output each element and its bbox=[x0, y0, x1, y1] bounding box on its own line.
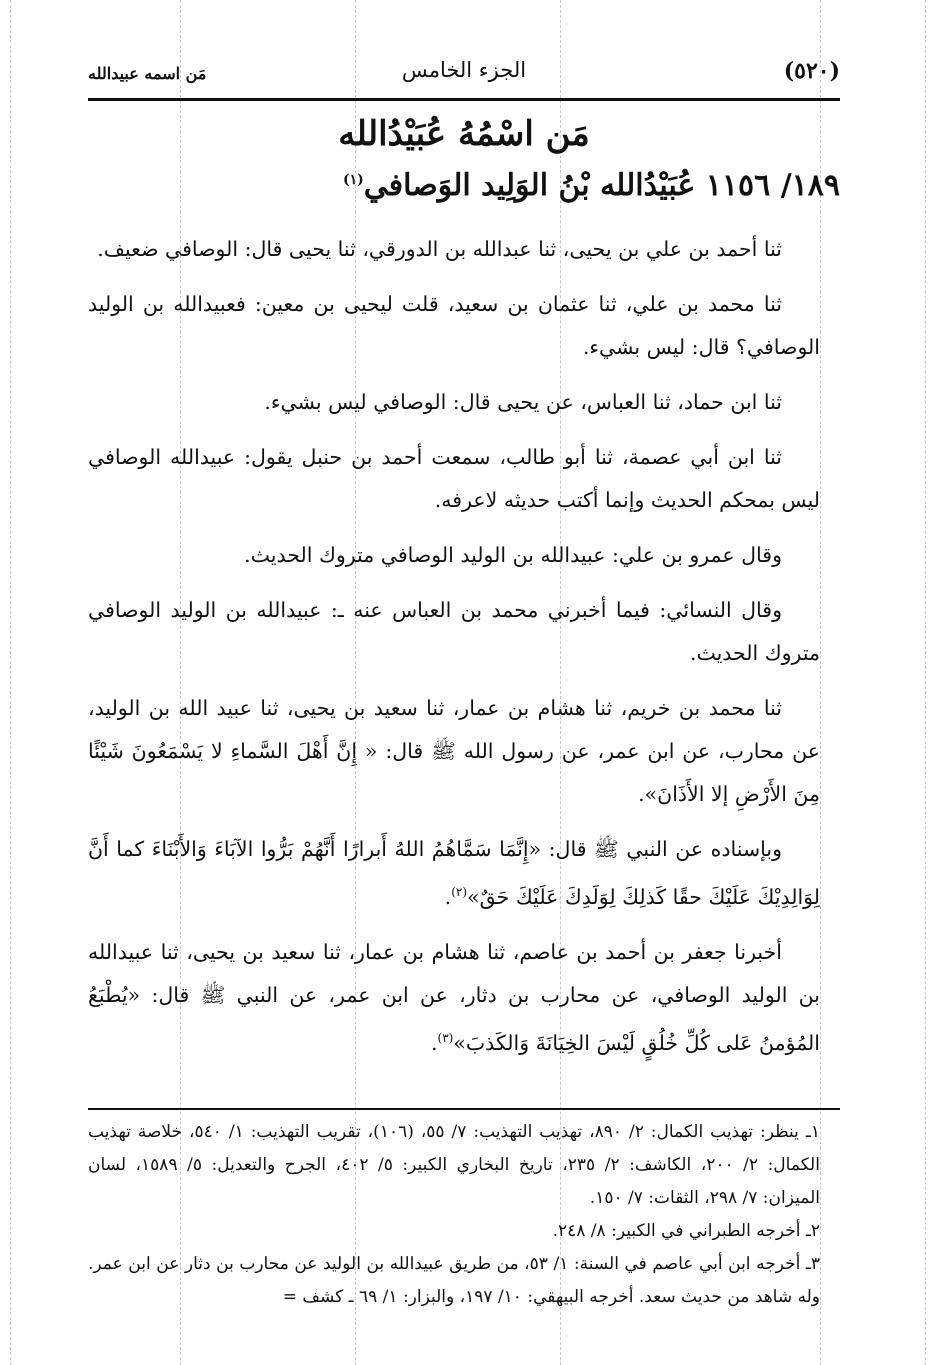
chapter-title: مَن اسْمُهُ عُبَيْدُالله bbox=[338, 114, 590, 154]
footnote: ٢ـ أخرجه الطبراني في الكبير: ٨/ ٢٤٨. bbox=[552, 1221, 820, 1241]
footnote: ٣ـ أخرجه ابن أبي عاصم في السنة: ١/ ٥٣، من طريق عبيدالله بن الوليد عن محارب بن دثار عن ابن عمر. وله شاهد من حديث سعد. أخرجه البيهقي: ١٠/ ١٩٧، والبزار: ١/ ٦٩ ـ كشف = bbox=[88, 1254, 820, 1307]
entry-heading-text: ١٨٩/ ١١٥٦ عُبَيْدُالله بْنُ الوَلِيد الوَصافي bbox=[363, 168, 840, 203]
page-number: (٥٢٠) bbox=[783, 58, 840, 84]
scan-grid-line bbox=[820, 0, 821, 1365]
paragraph: ثنا محمد بن خريم، ثنا هشام بن عمار، ثنا سعيد بن يحيى، ثنا عبيد الله بن الوليد، عن محارب، عن ابن عمر، عن رسول الله ﷺ قال: « إِنَّ أَهْلَ السَّماءِ لا يَسْمَعُونَ شَيْئًا مِنَ الأَرْضِ إلا الأَذَانَ». bbox=[88, 696, 820, 806]
paragraph-text: أخبرنا جعفر بن أحمد بن عاصم، ثنا هشام بن عمار، ثنا سعيد بن يحيى، ثنا عبيدالله بن الوليد الوصافي، عن محارب بن دثار، عن ابن عمر، عن النبي ﷺ قال: «يُطْبَعُ المُؤمنُ عَلى كُلِّ خُلُقٍ لَيْسَ الخِيَانَةَ وَالكَذبَ» bbox=[88, 939, 820, 1055]
paragraph: وقال عمرو بن علي: عبيدالله بن الوليد الوصافي متروك الحديث. bbox=[244, 543, 782, 567]
footnote-rule bbox=[88, 1108, 840, 1110]
body-text bbox=[88, 228, 820, 1077]
paragraph: أخبرنا جعفر بن أحمد بن عاصم، ثنا هشام بن عمار، ثنا سعيد بن يحيى، ثنا عبيدالله بن الوليد الوصافي، عن محارب بن دثار، عن ابن عمر، عن النبي ﷺ قال: «يُطْبَعُ المُؤمنُ عَلى كُلِّ خُلُقٍ لَيْسَ الخِيَانَةَ وَالكَذبَ»$^{(٣)}$. bbox=[88, 939, 820, 1055]
footnotes bbox=[88, 1116, 820, 1314]
volume-part: الجزء الخامس bbox=[401, 58, 527, 82]
footnote-ref: (١) bbox=[342, 172, 364, 188]
paragraph: ثنا محمد بن علي، ثنا عثمان بن سعيد، قلت ليحيى بن معين: فعبيدالله بن الوليد الوصافي؟ قال: ليس بشيء. bbox=[88, 292, 820, 359]
paragraph-text: وبإسناده عن النبي ﷺ قال: «إِنَّمَا سَمَّاهُمُ اللهُ أَبرارًا أَنَّهُمْ بَرُّوا الآبَاءَ وَالأَبْنَاءَ كما أَنَّ لِوَالِدِيْكَ عَلَيْكَ حقًا كَذلِكَ لِوَلَدِكَ عَلَيْكَ حَقٌ» bbox=[88, 837, 820, 909]
footnote-ref: (٢) bbox=[451, 885, 468, 899]
paragraph: وبإسناده عن النبي ﷺ قال: «إِنَّمَا سَمَّاهُمُ اللهُ أَبرارًا أَنَّهُمْ بَرُّوا الآبَاءَ وَالأَبْنَاءَ كما أَنَّ لِوَالِدِيْكَ عَلَيْكَ حقًا كَذلِكَ لِوَلَدِكَ عَلَيْكَ حَقٌ»$^{(٢)}$. bbox=[88, 837, 820, 909]
paragraph: ثنا ابن أبي عصمة، ثنا أبو طالب، سمعت أحمد بن حنبل يقول: عبيدالله الوصافي ليس بمحكم الحديث وإنما أكتب حديثه لاعرفه. bbox=[88, 445, 820, 512]
running-section-title: مَن اسمه عبيدالله bbox=[88, 64, 207, 83]
paragraph: وقال النسائي: فيما أخبرني محمد بن العباس عنه ـ: عبيدالله بن الوليد الوصافي متروك الحديث. bbox=[88, 598, 820, 665]
footnote-ref: (٣) bbox=[437, 1030, 454, 1045]
footnote: ١ـ ينظر: تهذيب الكمال: ٢/ ٨٩٠، تهذيب التهذيب: ٧/ ٥٥، (١٠٦)، تقريب التهذيب: ١/ ٥٤٠، خلاصة تهذيب الكمال: ٢/ ٢٠٠، الكاشف: ٢/ ٢٣٥، تاريخ البخاري الكبير: ٥/ ٤٠٢، الجرح والتعديل: ٥/ ١٥٨٩، لسان الميزان: ٧/ ٢٩٨، الثقات: ٧/ ١٥٠. bbox=[88, 1122, 820, 1208]
running-header bbox=[88, 52, 840, 98]
scan-grid-line bbox=[925, 0, 926, 1365]
header-rule bbox=[88, 98, 840, 101]
paragraph: ثنا ابن حماد، ثنا العباس، عن يحيى قال: الوصافي ليس بشيء. bbox=[264, 390, 782, 414]
paragraph: ثنا أحمد بن علي بن يحيى، ثنا عبدالله بن الدورقي، ثنا يحيى قال: الوصافي ضعيف. bbox=[97, 237, 782, 261]
entry-heading bbox=[150, 168, 840, 203]
scan-grid-line bbox=[10, 0, 11, 1365]
